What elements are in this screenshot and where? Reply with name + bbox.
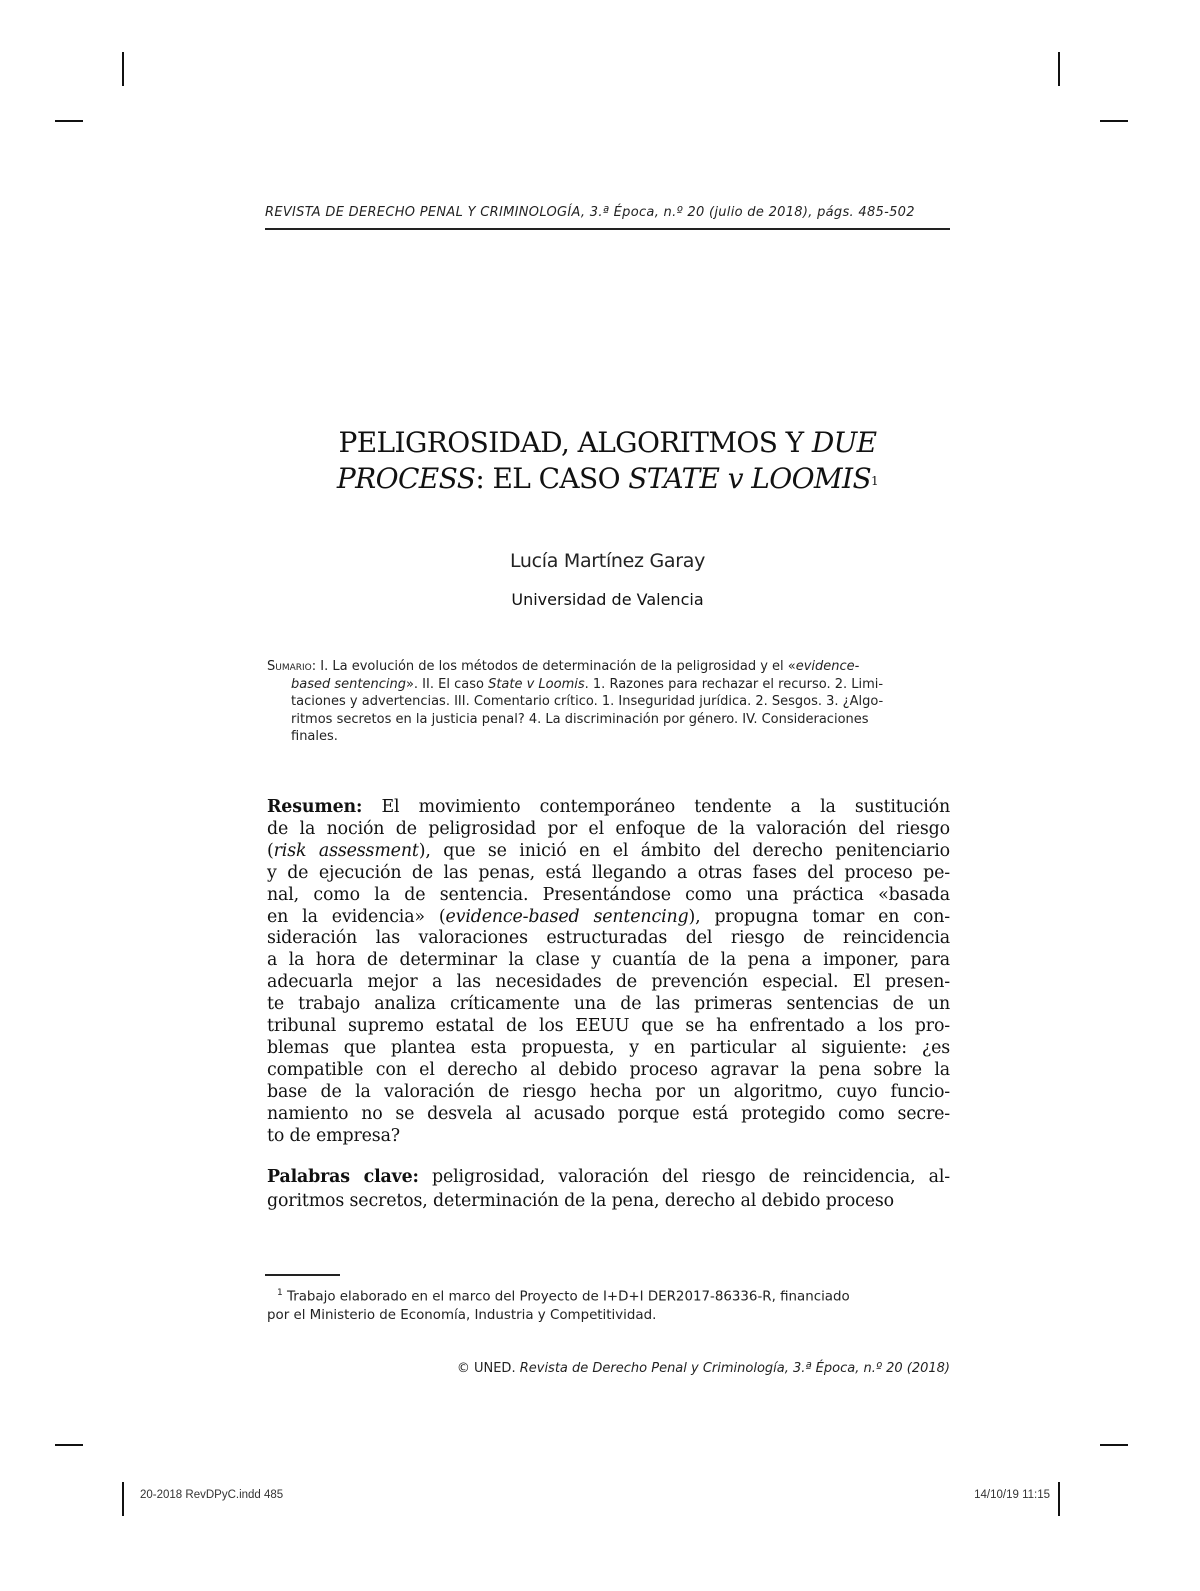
- title-footnote-mark[interactable]: 1: [871, 474, 879, 488]
- abstract-line: en la evidencia» (evidence-based sentencing), propugna tomar en con-: [267, 906, 950, 927]
- keywords-label: Palabras clave:: [267, 1167, 419, 1187]
- abstract-line: y de ejecución de las penas, está llegando a otras fases del proceso pe-: [267, 862, 950, 883]
- abstract-line: blemas que plantea esta propuesta, y en particular al siguiente: ¿es: [267, 1037, 950, 1058]
- summary-line: based sentencing». II. El caso State v Loomis. 1. Razones para rechazar el recurso. 2. Limi-: [291, 676, 884, 692]
- summary-label: Sumario:: [267, 659, 317, 674]
- author-name: Lucía Martínez Garay: [509, 550, 706, 572]
- footnote-rule: [265, 1274, 340, 1276]
- abstract-line: tribunal supremo estatal de los EEUU que se ha enfrentado a los pro-: [267, 1016, 950, 1037]
- crop-mark-top-right-horizontal: [1100, 120, 1128, 122]
- keywords-line: goritmos secretos, determinación de la pena, derecho al debido proceso: [267, 1191, 894, 1211]
- printer-slug-timestamp: 14/10/19 11:15: [974, 1489, 1050, 1501]
- abstract-line: adecuarla mejor a las necesidades de prevención especial. El presen-: [267, 972, 950, 993]
- abstract-line: a la hora de determinar la clase y cuantía de la pena a imponer, para: [267, 950, 950, 971]
- abstract-line: namiento no se desvela al acusado porque está protegido como secre-: [267, 1103, 950, 1124]
- title-line-2: PROCESS: EL CASO STATE v LOOMIS$^1$: [336, 462, 879, 495]
- abstract-block: [267, 797, 950, 1148]
- summary-line: finales.: [291, 729, 338, 745]
- crop-mark-bottom-left-horizontal: [55, 1444, 83, 1446]
- abstract-line: de la noción de peligrosidad por el enfoque de la valoración del riesgo: [267, 818, 950, 839]
- footnote-line: $^1$ Trabajo elaborado en el marco del Proyecto de I+D+I DER2017-86336-R, financiado: [277, 1288, 850, 1305]
- abstract-line: to de empresa?: [267, 1125, 400, 1146]
- abstract-line: te trabajo analiza críticamente una de las primeras sentencias de un: [267, 994, 950, 1015]
- crop-mark-bottom-right-vertical: [1058, 1482, 1060, 1516]
- author-affiliation: Universidad de Valencia: [511, 590, 704, 609]
- summary-line: ritmos secretos en la justicia penal? 4. La discriminación por género. IV. Consideraciones: [291, 711, 869, 727]
- keywords-block: [267, 1165, 950, 1213]
- abstract-label: Resumen:: [267, 797, 363, 817]
- running-head-rule: [265, 228, 950, 230]
- crop-mark-bottom-left-vertical: [122, 1482, 124, 1516]
- abstract-line: sideración las valoraciones estructuradas del riesgo de reincidencia: [267, 928, 950, 949]
- crop-mark-top-left-horizontal: [55, 120, 83, 122]
- title-line-1: PELIGROSIDAD, ALGORITMOS Y DUE: [338, 426, 877, 459]
- copyright-line: © UNED. Revista de Derecho Penal y Criminología, 3.ª Época, n.º 20 (2018): [456, 1361, 950, 1376]
- printer-slug-file: 20-2018 RevDPyC.indd 485: [140, 1489, 284, 1501]
- crop-mark-top-right-vertical: [1058, 52, 1060, 86]
- keywords-line: Palabras clave: peligrosidad, valoración del riesgo de reincidencia, al-: [267, 1167, 950, 1187]
- abstract-line: Resumen: El movimiento contemporáneo tendente a la sustitución: [267, 797, 950, 817]
- abstract-line: compatible con el derecho al debido proceso agravar la pena sobre la: [267, 1059, 950, 1080]
- summary-line: taciones y advertencias. III. Comentario crítico. 1. Inseguridad jurídica. 2. Sesgos. 3. ¿Algo-: [291, 694, 884, 710]
- article-title: [265, 425, 950, 497]
- footnote-mark: 1: [277, 1288, 283, 1298]
- footnote: [267, 1284, 950, 1325]
- crop-mark-top-left-vertical: [122, 52, 124, 86]
- abstract-line: nal, como la de sentencia. Presentándose como una práctica «basada: [267, 884, 950, 905]
- running-head: REVISTA DE DERECHO PENAL Y CRIMINOLOGÍA, 3.ª Época, n.º 20 (julio de 2018), págs. 485-502: [265, 205, 915, 220]
- summary-block: [267, 658, 950, 746]
- summary-line: Sumario: I. La evolución de los métodos de determinación de la peligrosidad y el «evidence-: [267, 659, 860, 674]
- abstract-line: (risk assessment), que se inició en el ámbito del derecho penitenciario: [267, 840, 951, 861]
- abstract-line: base de la valoración de riesgo hecha por un algoritmo, cuyo funcio-: [267, 1081, 950, 1102]
- crop-mark-bottom-right-horizontal: [1100, 1444, 1128, 1446]
- footnote-line: por el Ministerio de Economía, Industria y Competitividad.: [267, 1308, 657, 1324]
